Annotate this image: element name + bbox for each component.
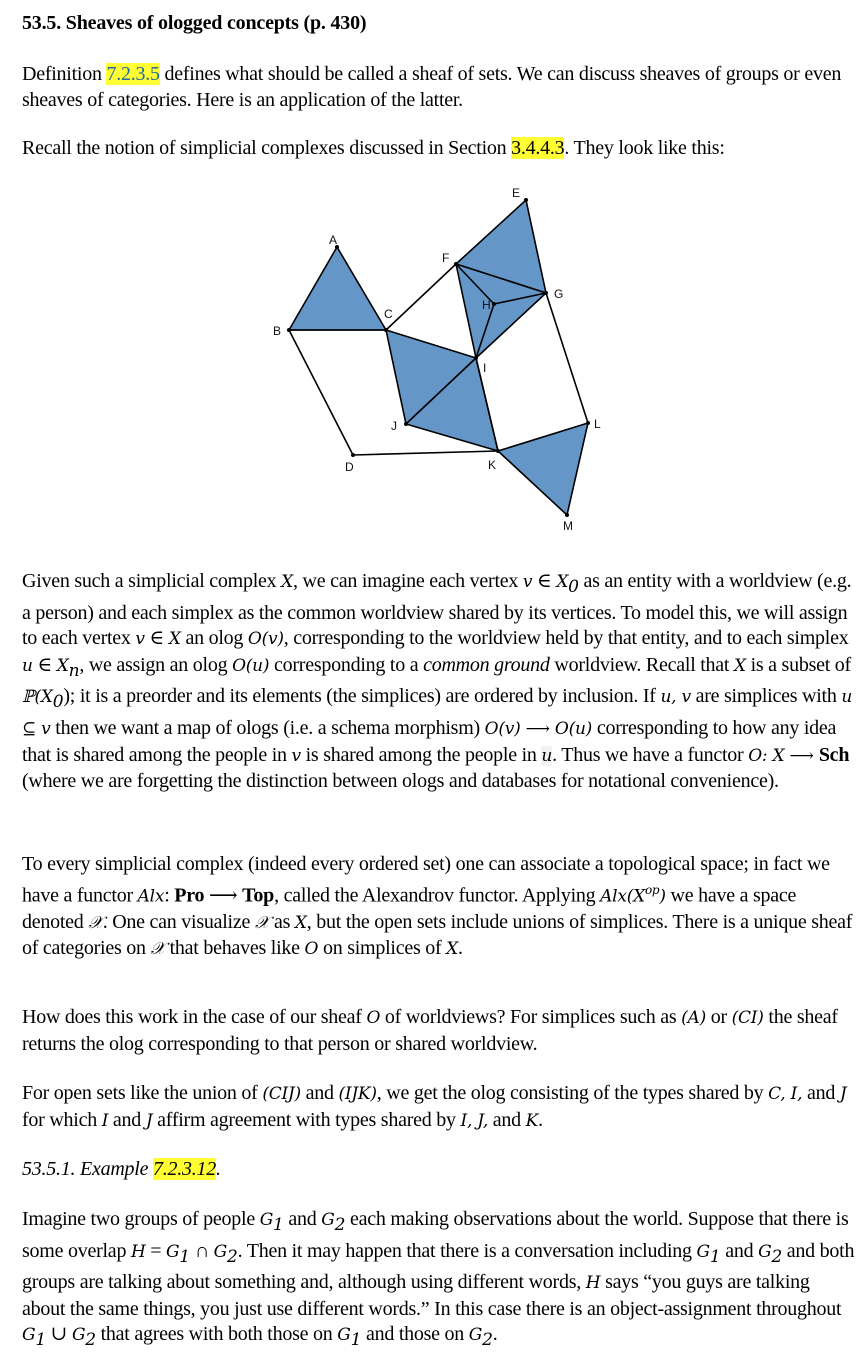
text-span: G	[337, 1325, 351, 1346]
text-span: To every simplicial complex (indeed every ordered set) one can associate a topological space; in fact we have a functor	[22, 853, 830, 907]
vertex-m	[565, 513, 569, 517]
text-span: or	[705, 1006, 732, 1028]
vertex-label-j: J	[391, 419, 397, 433]
text-span: Imagine two groups of people	[22, 1208, 260, 1230]
text-span: (IJK)	[338, 1084, 377, 1104]
text-span: 2	[334, 1215, 346, 1235]
vertex-label-c: C	[384, 307, 393, 321]
text-span: u, v	[660, 687, 691, 708]
text-span: and both groups are talking about something and, although using different words,	[22, 1239, 855, 1294]
face-abc	[289, 247, 386, 330]
vertex-f	[454, 262, 458, 266]
vertex-j	[404, 422, 408, 426]
paragraph-sheaf-question	[22, 1005, 856, 1057]
vertex-i	[474, 356, 478, 360]
text-span: are simplices with	[690, 685, 842, 708]
simplicial-complex-figure	[0, 0, 862, 545]
text-span: (where we are forgetting the distinction between ologs and databases for notational convenience).	[22, 770, 779, 793]
text-span: , we assign an olog	[79, 653, 233, 676]
text-span: v	[291, 745, 301, 766]
text-span: ∩	[189, 1239, 214, 1262]
text-span: ); it is a preorder and its elements (the simplices) are ordered by inclusion. If	[63, 685, 661, 708]
text-span: that behaves like	[164, 937, 305, 960]
vertex-h	[492, 302, 496, 306]
text-span: ∪	[45, 1323, 72, 1346]
paragraph-alexandrov	[22, 852, 856, 963]
vertex-label-d: D	[345, 460, 354, 474]
text-span: for which	[22, 1108, 102, 1131]
text-span: affirm agreement with types shared by	[152, 1108, 461, 1131]
text-span: u ⊆ v	[22, 687, 853, 739]
text-span: H	[585, 1273, 601, 1294]
text-span: (CI)	[731, 1008, 764, 1028]
text-span: X	[733, 655, 746, 676]
text-span: G	[696, 1241, 710, 1262]
text-span: 2	[85, 1330, 96, 1351]
vertex-label-h: H	[482, 298, 491, 312]
text-span: 1	[273, 1215, 284, 1235]
text-span: is shared among the people in	[300, 743, 542, 766]
text-span: common ground	[423, 653, 550, 676]
text-span: 1	[350, 1330, 362, 1351]
text-span: then we want a map of ologs (i.e. a schema morphism)	[50, 716, 485, 739]
text-span: 2	[482, 1330, 493, 1351]
text-span: , we get the olog consisting of the types shared by	[376, 1082, 769, 1104]
text-span: , called the Alexandrov functor. Applying	[274, 884, 601, 907]
text-span: . They look like this:	[564, 137, 725, 159]
text-span: K	[525, 1110, 539, 1131]
text-span: =	[145, 1239, 167, 1262]
text-span: G	[22, 1325, 36, 1346]
text-span: on simplices of	[318, 937, 447, 960]
text-span: , corresponding to the worldview held by that entity, and to each simplex	[283, 627, 849, 650]
edge-dk	[353, 451, 498, 455]
text-span: X	[556, 572, 569, 592]
text-span: X	[294, 912, 307, 933]
text-span: Alx(X	[600, 886, 645, 907]
paragraph-open-sets	[22, 1081, 856, 1134]
text-span: is a subset of	[745, 653, 851, 676]
text-span: G	[71, 1325, 86, 1346]
text-span: ∈	[32, 653, 57, 676]
text-span: Sch	[818, 743, 850, 766]
text-span: J	[839, 1084, 847, 1104]
text-span: X	[281, 572, 294, 592]
text-span: 53.5.1. Example	[22, 1158, 153, 1180]
text-span: and	[802, 1082, 840, 1104]
text-span: 1	[35, 1330, 46, 1351]
edge-bd	[289, 330, 353, 455]
text-span: H	[130, 1241, 146, 1262]
text-span: worldview. Recall that	[549, 653, 734, 676]
vertex-g	[544, 291, 548, 295]
text-span: ⟶	[204, 884, 243, 907]
text-span: Alx	[137, 886, 165, 907]
text-span: )	[659, 886, 666, 907]
definition-link[interactable]: 7.2.3.5	[106, 63, 160, 85]
example-link[interactable]: 7.2.3.12	[152, 1158, 216, 1180]
example-title	[22, 1157, 856, 1183]
text-span: X	[168, 629, 181, 650]
text-span: . Thus we have a functor	[552, 743, 749, 766]
text-span: and those on	[361, 1323, 469, 1346]
vertex-label-k: K	[488, 458, 497, 472]
text-span: ∈	[532, 570, 557, 592]
vertex-label-m: M	[563, 519, 573, 533]
vertex-l	[586, 421, 590, 425]
text-span: as	[269, 910, 295, 933]
text-span: .	[458, 937, 463, 960]
text-span: says “you guys are talking about the same things, you just use different words.” In this case there is an object-assignment throughout	[22, 1271, 842, 1320]
text-span: G	[213, 1241, 228, 1262]
vertex-label-l: L	[594, 417, 601, 431]
text-span: Pro	[174, 884, 205, 907]
text-span: , but the open sets include unions of simplices. There is a unique sheaf of categories on	[22, 910, 853, 960]
text-span: an olog	[180, 627, 248, 650]
text-span: and	[283, 1208, 322, 1230]
text-span: each making observations about the world. Suppose that there is some overlap	[22, 1208, 849, 1262]
text-span: .	[492, 1323, 498, 1346]
text-span: and	[108, 1108, 146, 1131]
text-span: J	[145, 1110, 153, 1131]
paragraph-groups	[22, 1207, 856, 1354]
text-span: corresponding to how any idea that is shared among the people in	[22, 716, 837, 766]
text-span: v	[522, 572, 533, 592]
text-span: 2	[227, 1246, 238, 1267]
text-span: as an entity with a worldview (e.g. a person) and each simplex as the common worldview shared by its vertices. To model this, we will assign to each vertex	[22, 570, 852, 650]
text-span: ℙ(X	[22, 687, 53, 708]
text-span: O: X ⟶	[748, 745, 819, 766]
vertex-label-b: B	[273, 324, 282, 338]
section-heading: 53.5. Sheaves of ologged concepts (p. 430)	[22, 12, 367, 34]
text-span: I	[101, 1110, 109, 1131]
text-span: 𝒳	[150, 939, 165, 960]
text-span: .	[538, 1108, 543, 1131]
vertex-label-e: E	[512, 186, 521, 200]
text-span: of worldviews? For simplices such as	[380, 1006, 682, 1028]
edge-gl	[546, 293, 588, 423]
filled-simplices	[289, 200, 588, 515]
face-klm	[498, 423, 588, 515]
text-span: O(v) ⟶ O(u)	[484, 718, 593, 739]
text-span: 0	[52, 692, 64, 713]
text-span: and	[720, 1239, 759, 1262]
vertex-k	[496, 449, 500, 453]
text-span: O	[366, 1008, 381, 1028]
text-span: For open sets like the union of	[22, 1082, 263, 1104]
text-span: G	[259, 1210, 274, 1230]
text-span: u	[22, 655, 33, 676]
text-span: Recall the notion of simplicial complexes discussed in Section	[22, 137, 512, 159]
text-span: 𝒳	[254, 912, 270, 933]
vertex-e	[524, 198, 528, 202]
hovered-math-u: u	[541, 745, 553, 766]
text-span: O(u)	[232, 655, 270, 676]
text-span: Top	[242, 884, 275, 907]
text-span: O	[304, 939, 319, 960]
text-span: the sheaf returns the olog corresponding to that person or shared worldview.	[22, 1006, 838, 1055]
paragraph-worldview	[22, 569, 856, 795]
text-span: (CIJ)	[262, 1084, 301, 1104]
vertex-b	[287, 328, 291, 332]
text-span: (A)	[681, 1008, 706, 1028]
text-span: n	[68, 660, 80, 681]
text-span: X	[56, 655, 69, 676]
text-span: and	[300, 1082, 339, 1104]
text-span: 1	[179, 1246, 190, 1267]
text-span: 2	[771, 1246, 783, 1267]
text-span: op	[644, 882, 660, 897]
text-span: that agrees with both those on	[95, 1323, 338, 1346]
text-span: X	[446, 939, 459, 960]
text-span: G	[321, 1210, 335, 1230]
text-span: . One can visualize	[102, 910, 255, 933]
text-span: I, J,	[460, 1110, 489, 1131]
vertex-label-f: F	[442, 251, 450, 265]
vertex-label-i: I	[483, 361, 487, 375]
section-link[interactable]: 3.4.4.3	[511, 137, 565, 159]
text-span: 𝒳	[88, 912, 103, 933]
text-span: G	[758, 1241, 772, 1262]
text-span: , we can imagine each vertex	[293, 570, 523, 592]
text-span: C, I,	[768, 1084, 803, 1104]
text-span: Definition	[22, 63, 107, 85]
text-span: corresponding to a	[269, 653, 424, 676]
vertex-d	[351, 453, 355, 457]
vertex-c	[384, 328, 388, 332]
edge-cf	[386, 264, 456, 330]
text-span: defines what should be called a sheaf of sets. We can discuss sheaves of groups or even sheaves of categories. Here is an application of the latter.	[22, 63, 842, 111]
vertex-label-a: A	[329, 233, 338, 247]
text-span: .	[215, 1158, 221, 1180]
text-span: we have a space denoted	[22, 884, 797, 933]
text-span: . Then it may happen that there is a conversation including	[237, 1239, 697, 1262]
text-span: :	[164, 884, 175, 907]
text-span: How does this work in the case of our sheaf	[22, 1006, 367, 1028]
text-span: and	[488, 1108, 526, 1131]
text-span: Given such a simplicial complex	[22, 570, 282, 592]
text-span: v	[135, 629, 145, 650]
text-span: O(v)	[247, 629, 284, 650]
text-span: G	[166, 1241, 180, 1262]
text-span: G	[468, 1325, 483, 1346]
text-span: 0	[568, 577, 579, 597]
text-span: 1	[709, 1246, 721, 1267]
text-span: ∈	[144, 627, 169, 650]
vertex-label-g: G	[554, 287, 564, 301]
